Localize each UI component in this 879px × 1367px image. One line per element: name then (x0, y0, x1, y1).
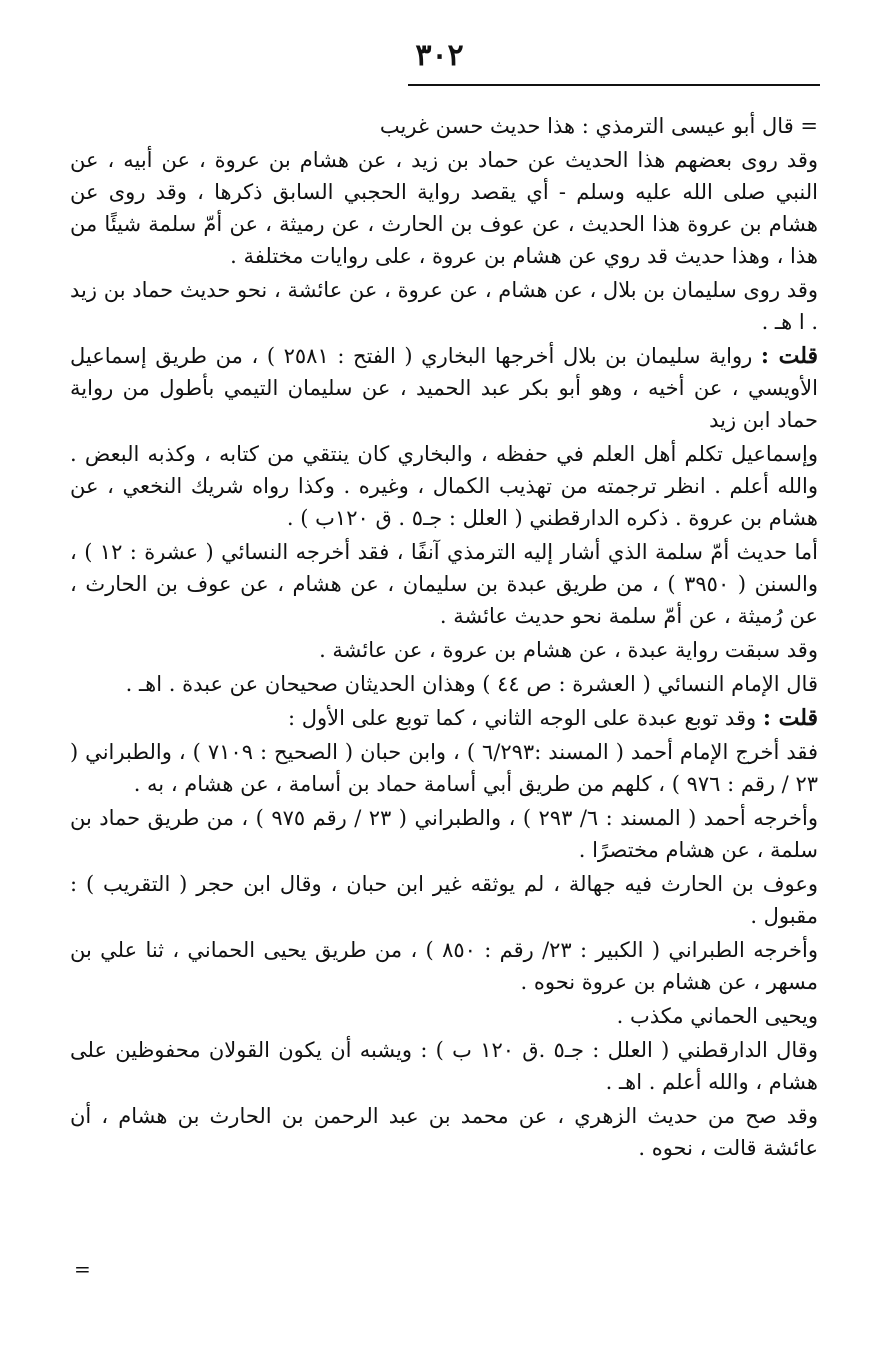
paragraph-text: وعوف بن الحارث فيه جهالة ، لم يوثقه غير ابن حبان ، وقال ابن حجر ( التقريب ) : مقبول . (70, 872, 818, 928)
paragraph-text: ويحيى الحماني مكذب . (616, 1004, 818, 1028)
paragraph-text: وقد روى سليمان بن بلال ، عن هشام ، عن عروة ، عن عائشة ، نحو حديث حماد بن زيد . ا هـ . (70, 278, 818, 334)
paragraph-text: فقد أخرج الإمام أحمد ( المسند :٦/٢٩٣ ) ، وابن حبان ( الصحيح : ٧١٠٩ ) ، والطبراني ( ٢٣ / رقم : ٩٧٦ ) ، كلهم من طريق أبي أسامة حماد بن أسامة ، عن هشام ، به . (70, 740, 818, 796)
paragraph-text: أما حديث أمّ سلمة الذي أشار إليه الترمذي آنفًا ، فقد أخرجه النسائي ( عشرة : ١٢ ) ، والسنن ( ٣٩٥٠ ) ، من طريق عبدة بن سليمان ، عن هشام ، عن عوف بن الحارث ، عن رُميثة ، عن أمّ سلمة نحو حديث عائشة . (70, 540, 819, 628)
paragraph (70, 736, 818, 800)
paragraph (70, 802, 818, 866)
paragraph (70, 1100, 818, 1164)
paragraph-text: وقد سبقت رواية عبدة ، عن هشام بن عروة ، عن عائشة . (319, 638, 818, 662)
paragraph (70, 634, 818, 666)
page-number: ٣٠٢ (415, 38, 464, 73)
header-rule (408, 84, 820, 86)
paragraph-text: وأخرجه أحمد ( المسند : ٦/ ٢٩٣ ) ، والطبراني ( ٢٣ / رقم ٩٧٥ ) ، من طريق حماد بن سلمة ، عن هشام مختصرًا . (70, 806, 818, 862)
paragraph (70, 868, 818, 932)
paragraph (70, 144, 818, 272)
paragraph-text: وأخرجه الطبراني ( الكبير : ٢٣/ رقم : ٨٥٠ ) ، من طريق يحيى الحماني ، ثنا علي بن مسهر ، عن هشام بن عروة نحوه . (70, 938, 818, 994)
paragraph-text: وإسماعيل تكلم أهل العلم في حفظه ، والبخاري كان ينتقي من كتابه ، وكذبه البعض . والله أعلم . انظر ترجمته من تهذيب الكمال ، وغيره . وكذا رواه شريك النخعي ، عن هشام بن عروة . ذكره الدارقطني ( العلل : جـ٥ . ق ١٢٠ب ) . (70, 442, 818, 530)
body-text (70, 110, 818, 1166)
paragraph (70, 340, 818, 436)
paragraph (70, 274, 818, 338)
continuation-mark: = (74, 1257, 91, 1281)
paragraph-text: = قال أبو عيسى الترمذي : هذا حديث حسن غريب (379, 114, 818, 138)
paragraph-text: وقد توبع عبدة على الوجه الثاني ، كما توبع على الأول : (287, 706, 763, 730)
paragraph (70, 934, 818, 998)
paragraph-text: وقد روى بعضهم هذا الحديث عن حماد بن زيد ، عن هشام بن عروة ، عن أبيه ، عن النبي صلى الله عليه وسلم - أي يقصد رواية الحجبي السابق ذكرها ، وقد روى عن هشام بن عروة هذا الحديث ، عن عوف بن الحارث ، عن رميثة ، عن أمّ سلمة شيئًا من هذا ، وهذا حديث قد روي عن هشام بن عروة ، على روايات مختلفة . (70, 148, 818, 268)
paragraph-text: وقد صح من حديث الزهري ، عن محمد بن عبد الرحمن بن الحارث بن هشام ، أن عائشة قالت ، نحوه . (70, 1104, 818, 1160)
paragraph (70, 438, 818, 534)
paragraph (70, 110, 818, 142)
paragraph (70, 702, 818, 734)
paragraph (70, 1000, 818, 1032)
paragraph (70, 536, 818, 632)
paragraph-lead: قلت : (762, 705, 818, 731)
paragraph-text: قال الإمام النسائي ( العشرة : ص ٤٤ ) وهذان الحديثان صحيحان عن عبدة . اهـ . (125, 672, 818, 696)
paragraph (70, 1034, 818, 1098)
paragraph-lead: قلت : (760, 343, 818, 369)
paragraph (70, 668, 818, 700)
paragraph-text: رواية سليمان بن بلال أخرجها البخاري ( الفتح : ٢٥٨١ ) ، من طريق إسماعيل الأويسي ، عن أخيه ، وهو أبو بكر عبد الحميد ، عن سليمان التيمي بأطول من رواية حماد ابن زيد (70, 344, 818, 432)
paragraph-text: وقال الدارقطني ( العلل : جـ٥ .ق ١٢٠ ب ) : ويشبه أن يكون القولان محفوظين على هشام ، والله أعلم . اهـ . (70, 1038, 818, 1094)
